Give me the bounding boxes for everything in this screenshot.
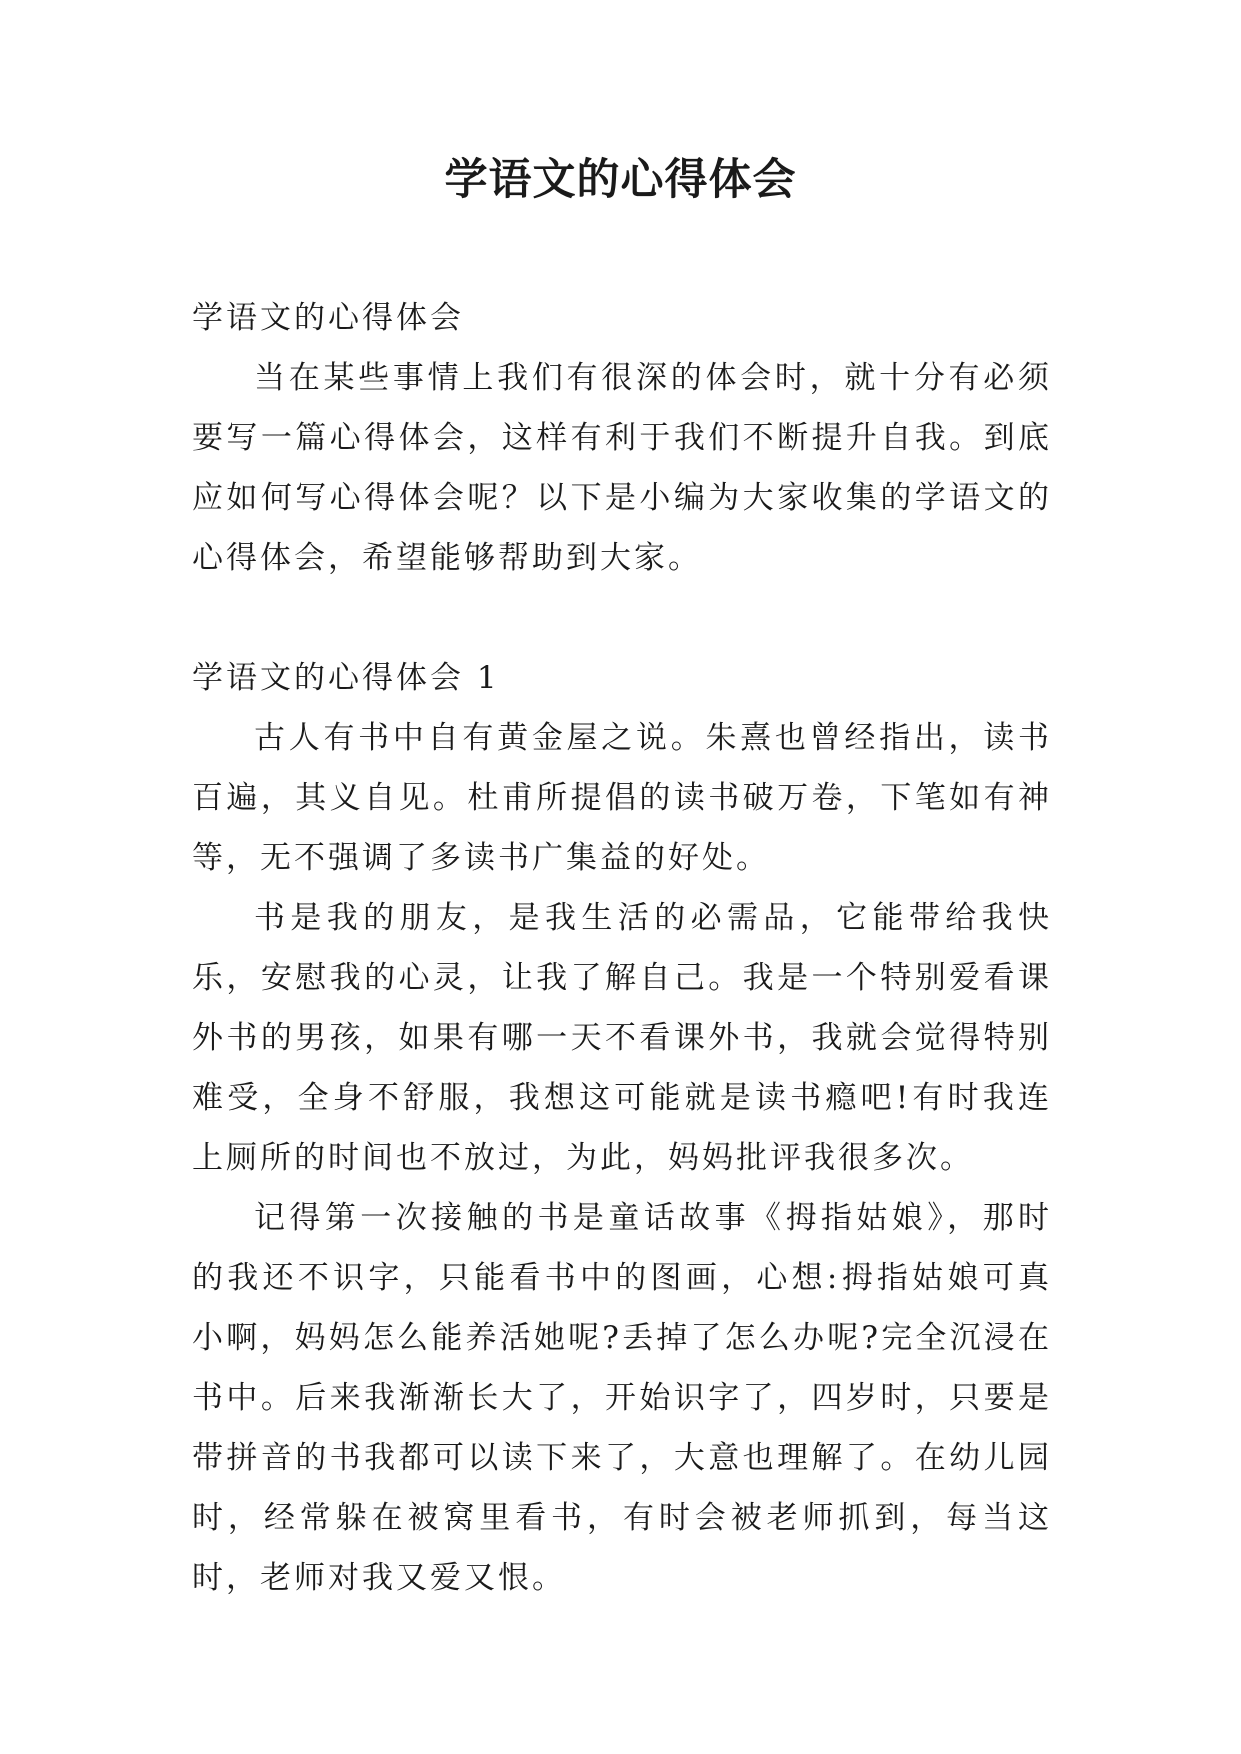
document-body	[192, 288, 1052, 1608]
document-title: 学语文的心得体会	[444, 155, 797, 205]
body-paragraph-2: 书是我的朋友，是我生活的必需品，它能带给我快乐，安慰我的心灵，让我了解自己。我是一个特别爱看课外书的男孩，如果有哪一天不看课外书，我就会觉得特别难受，全身不舒服，我想这可能就是读书瘾吧!有时我连上厕所的时间也不放过，为此，妈妈批评我很多次。	[192, 900, 1052, 1176]
intro-paragraph: 当在某些事情上我们有很深的体会时，就十分有必须要写一篇心得体会，这样有利于我们不断提升自我。到底应如何写心得体会呢？以下是小编为大家收集的学语文的心得体会，希望能够帮助到大家。	[192, 360, 1052, 576]
intro-heading: 学语文的心得体会	[192, 300, 464, 336]
section-spacer	[192, 588, 1052, 648]
section-heading: 学语文的心得体会 1	[192, 660, 500, 696]
body-paragraph-1: 古人有书中自有黄金屋之说。朱熹也曾经指出，读书百遍，其义自见。杜甫所提倡的读书破万卷，下笔如有神等，无不强调了多读书广集益的好处。	[192, 720, 1052, 876]
body-paragraph-3: 记得第一次接触的书是童话故事《拇指姑娘》，那时的我还不识字，只能看书中的图画，心想:拇指姑娘可真小啊，妈妈怎么能养活她呢?丢掉了怎么办呢?完全沉浸在书中。后来我渐渐长大了，开始识字了，四岁时，只要是带拼音的书我都可以读下来了，大意也理解了。在幼儿园时，经常躲在被窝里看书，有时会被老师抓到，每当这时，老师对我又爱又恨。	[192, 1200, 1052, 1596]
